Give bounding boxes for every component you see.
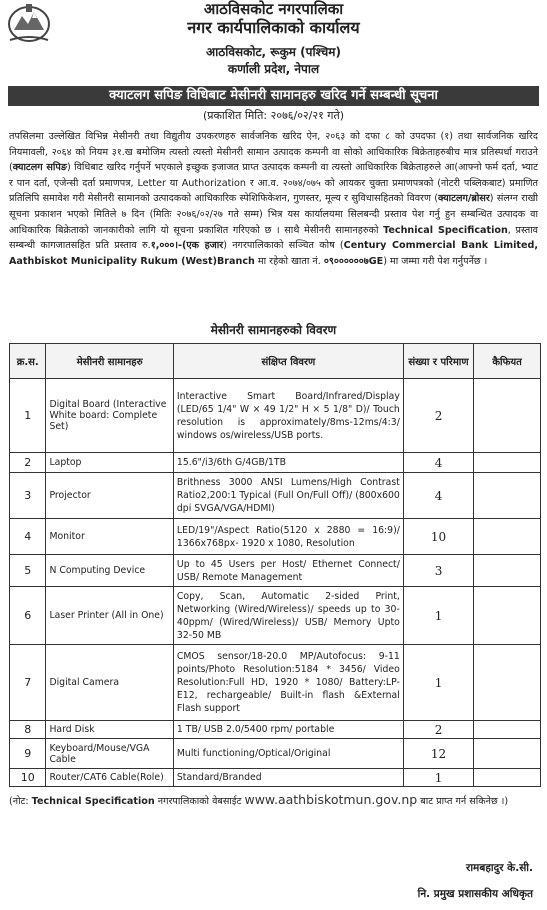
body-bold-catalog-shopping: क्याटलग सपिङ xyxy=(12,162,67,174)
cell-description: LED/19"/Aspect Ratio(5120 x 2880 = 16:9)/ 1366x768px- 1920 x 1080, Resolution xyxy=(173,519,403,555)
table-row xyxy=(10,721,541,739)
table-row xyxy=(10,739,541,769)
cell-item: Monitor xyxy=(46,519,173,555)
cell-sn: 3 xyxy=(10,473,46,519)
cell-description: Brithness 3000 ANSI Lumens/High Contrast Ratio2,200:1 Typical (Full On/Full Off)/ (800x600 dpi SVGA/VGA/HDMI) xyxy=(173,473,403,519)
cell-item: Keyboard/Mouse/VGA Cable xyxy=(46,739,173,769)
cell-description: Interactive Smart Board/Infrared/Display (LED/65 1/4" W × 49 1/2" H × 5 1/8" D)/ Touch resolution is approximately/8ms-12ms/4:3/ windows os/wireless/USB ports. xyxy=(173,379,403,453)
signatory-title: नि. प्रमुख प्रशासकीय अधिकृत xyxy=(417,888,533,900)
cell-quantity: 4 xyxy=(403,473,473,519)
footnote xyxy=(9,792,538,810)
cell-item: Hard Disk xyxy=(46,721,173,739)
cell-remarks xyxy=(474,769,541,787)
website-link[interactable]: www.aathbiskotmun.gov.np xyxy=(244,792,418,807)
cell-sn: 9 xyxy=(10,739,46,769)
body-text-4: , प्रस्ताव सम्बन्धी कागजातसहित प्रति प्रस्ताव रु. xyxy=(9,224,539,252)
cell-quantity: 2 xyxy=(403,721,473,739)
municipality-name: आठविसकोट नगरपालिका xyxy=(203,0,344,18)
table-row xyxy=(10,473,541,519)
table-row xyxy=(10,555,541,587)
nepal-emblem-icon xyxy=(4,0,54,44)
cell-remarks xyxy=(474,739,541,769)
office-address: आठविसकोट, रूकुम (पश्चिम) xyxy=(206,45,341,59)
cell-quantity: 10 xyxy=(403,519,473,555)
body-text-1: तपसिलमा उल्लेखित विभिन्न मेसीनरी तथा विद्युतीय उपकरणहरु सार्वजनिक खरिद ऐन, २०६३ को दफा ८ को उपदफा (१) तथा सार्वजनिक खरिद नियमावली, २०६४ को नियम ३१.ख बमोजिम त्यस्तो त्यस्तो मेसीनरी सामान उत्पादक कम्पनी वा सोको आधिकारिक बिक्रेताहरुबीच मात्र प्रतिस्पर्धा गराउने ( xyxy=(9,131,538,174)
body-bold-catalog-brochure: क्याटलग/ब्रोसर xyxy=(437,193,490,205)
cell-remarks xyxy=(474,555,541,587)
cell-description: Standard/Branded xyxy=(173,769,403,787)
col-header-sn: क्र.स. xyxy=(10,344,46,379)
cell-sn: 2 xyxy=(10,453,46,473)
col-header-item: मेसीनरी सामानहरु xyxy=(46,344,173,379)
note-suffix: बाट प्राप्त गर्न सकिनेछ ।) xyxy=(417,796,509,807)
cell-description: Multi functioning/Optical/Original xyxy=(173,739,403,769)
body-bold-fee: १,०००।-(एक हजार xyxy=(150,240,224,252)
machinery-table xyxy=(9,343,541,787)
cell-remarks xyxy=(474,453,541,473)
cell-description: Copy, Scan, Automatic 2-sided Print, Networking (Wired/Wireless)/ speeds up to 30-40ppm/ (Wired/Wireless)/ USB/ Memory Upto 32-50 MB xyxy=(173,587,403,645)
cell-remarks xyxy=(474,645,541,721)
body-text-5: ) नगरपालिकाको सञ्चित कोष ( xyxy=(223,240,344,252)
table-row xyxy=(10,769,541,787)
cell-quantity: 12 xyxy=(403,739,473,769)
note-spec: Technical Specification xyxy=(31,796,155,807)
cell-item: Digital Board (Interactive White board: Complete Set) xyxy=(46,379,173,453)
office-name: नगर कार्यपालिकाको कार्यालय xyxy=(187,18,360,37)
table-header-row xyxy=(10,344,541,379)
cell-description: 1 TB/ USB 2.0/5400 rpm/ portable xyxy=(173,721,403,739)
published-date: (प्रकाशित मिति: २०७६/०२/२१ गते) xyxy=(202,109,345,122)
col-header-quantity: संख्या र परिमाण xyxy=(403,344,473,379)
table-row xyxy=(10,379,541,453)
col-header-description: संक्षिप्त विवरण xyxy=(173,344,403,379)
notice-title-banner: क्याटलग सपिङ विधिबाट मेसीनरी सामानहरु खरिद गर्ने सम्बन्धी सूचना xyxy=(8,86,539,106)
province-country: कर्णाली प्रदेश, नेपाल xyxy=(227,62,320,76)
cell-remarks xyxy=(474,587,541,645)
cell-remarks xyxy=(474,473,541,519)
notice-body xyxy=(9,129,538,309)
table-row xyxy=(10,587,541,645)
cell-item: Digital Camera xyxy=(46,645,173,721)
cell-sn: 5 xyxy=(10,555,46,587)
cell-quantity: 4 xyxy=(403,453,473,473)
table-row xyxy=(10,453,541,473)
cell-quantity: 1 xyxy=(403,645,473,721)
section-title: मेसीनरी सामानहरुको विवरण xyxy=(210,323,337,337)
letterhead xyxy=(0,0,547,86)
cell-sn: 6 xyxy=(10,587,46,645)
cell-description: Up to 45 Users per Host/ Ethernet Connect/ USB/ Remote Management xyxy=(173,555,403,587)
cell-sn: 8 xyxy=(10,721,46,739)
signature-block xyxy=(418,855,533,907)
body-text-2: ) विधिबाट खरिद गर्नुपर्ने भएकाले इच्छुक इजाजत प्राप्त उत्पादक कम्पनी वा त्यस्तो आधिकारिक बिक्रेताहरुले आ(आफ्नो फर्म दर्ता, भ्याट र पान दर्ता, एजेन्सी दर्ता प्रमाणपत्र, Letter या Authorization र आ.व. २०७४/०७५ को आयकर चुक्ता प्रमाणपत्रको (नोटरी पब्लिकबाट) प्रमाणित प्रतिलिपि समावेश गरी मेसीनरी सामानको उत्पादकको आधिकारिक स्पेशिफिकेशन, गुणस्तर, मूल्य र सुविधासहितको विवरण ( xyxy=(9,162,538,205)
signatory-name: रामबहादुर के.सी. xyxy=(466,862,533,874)
cell-quantity: 3 xyxy=(403,555,473,587)
cell-remarks xyxy=(474,519,541,555)
cell-item: N Computing Device xyxy=(46,555,173,587)
cell-item: Router/CAT6 Cable(Role) xyxy=(46,769,173,787)
cell-quantity: 1 xyxy=(403,587,473,645)
cell-sn: 7 xyxy=(10,645,46,721)
table-row xyxy=(10,645,541,721)
body-text-3: ) संलग्न राखी सूचना प्रकाशन भएको मितिले ७ दिन (मितिः २०७६/०२/२७ गते सम्म) भित्र यस कार्यालयमा सिलबन्दी प्रस्ताव पेश गर्नु हुन सम्बन्धित उत्पादक वा आधिकारिक बिक्रेताको जानकारीको लागि यो सूचना प्रकाशित गरिएको छ । साथै मेसीनरी सामानहरुको xyxy=(9,193,538,236)
cell-remarks xyxy=(474,379,541,453)
body-text-6: मा रहेको खाता नं. xyxy=(254,255,324,267)
cell-remarks xyxy=(474,721,541,739)
cell-sn: 4 xyxy=(10,519,46,555)
cell-description: 15.6"/i3/6th G/4GB/1TB xyxy=(173,453,403,473)
cell-quantity: 2 xyxy=(403,379,473,453)
note-prefix: (नोट: xyxy=(9,796,32,807)
body-bold-bank: Century Commercial Bank Limited, Aathbiskot Municipality Rukum (West)Branch xyxy=(9,240,538,267)
cell-item: Laptop xyxy=(46,453,173,473)
note-mid: नगरपालिकाको वेबसाईट xyxy=(154,796,245,807)
col-header-remarks: कैफियत xyxy=(474,344,541,379)
body-bold-tech-spec: Technical Specification xyxy=(383,224,508,236)
table-row xyxy=(10,519,541,555)
body-bold-account-no: ०९००००००७GE xyxy=(323,255,384,267)
cell-sn: 1 xyxy=(10,379,46,453)
cell-item: Laser Printer (All in One) xyxy=(46,587,173,645)
cell-item: Projector xyxy=(46,473,173,519)
cell-description: CMOS sensor/18-20.0 MP/Autofocus: 9-11 points/Photo Resolution:5184 * 3456/ Video Resolution:Full HD, 1920 * 1080/ Battery:LP-E12, rechargeable/ Built-in flash &External Flash support xyxy=(173,645,403,721)
body-text-7: ) मा जम्मा गरी पेश गर्नुपर्नेछ । xyxy=(383,255,488,267)
cell-sn: 10 xyxy=(10,769,46,787)
cell-quantity: 1 xyxy=(403,769,473,787)
